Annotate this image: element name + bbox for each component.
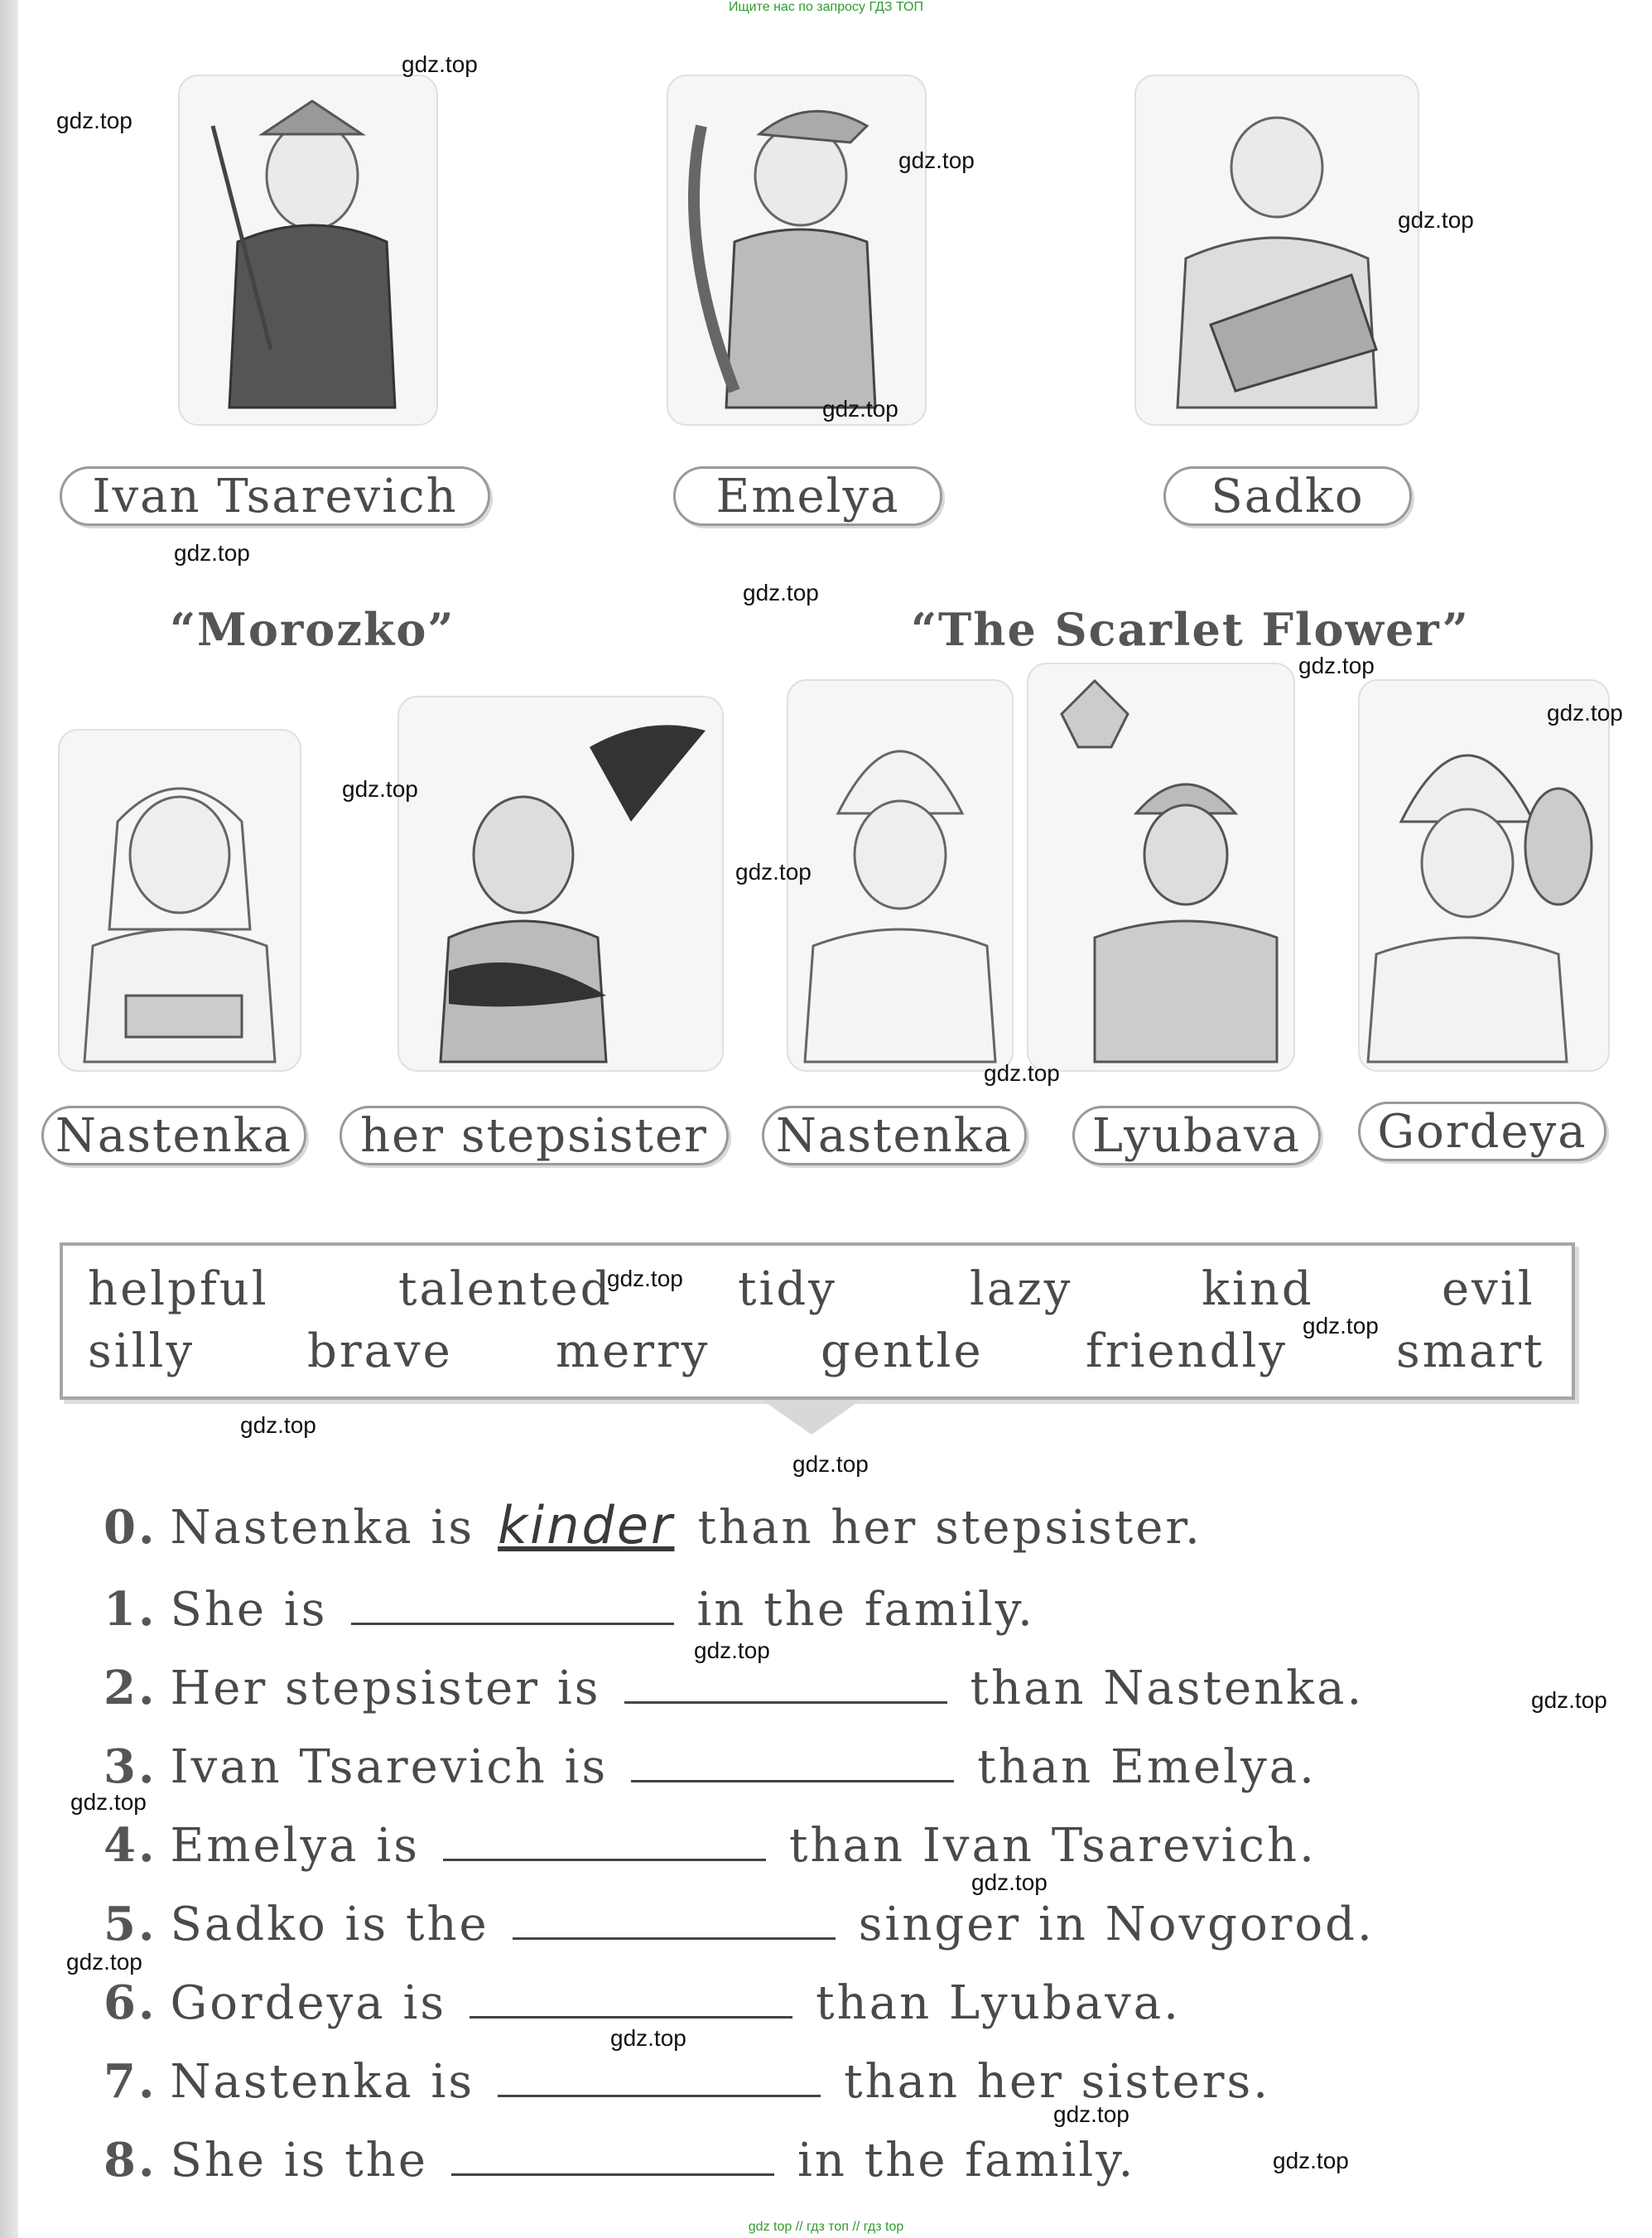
stepsister-figure <box>399 697 722 1070</box>
sentence-number: 3. <box>104 1739 157 1794</box>
sentence-after: singer in Novgorod. <box>858 1898 1375 1951</box>
label-nastenka-scarlet: Nastenka <box>762 1106 1027 1165</box>
watermark: gdz.top <box>694 1638 770 1663</box>
sentence-number: 4. <box>104 1818 157 1873</box>
sentence-1 <box>104 1582 1058 1637</box>
watermark: gdz.top <box>174 540 250 566</box>
answer-blank[interactable] <box>513 1904 836 1940</box>
heading-scarlet-flower: “The Scarlet Flower” <box>911 603 1470 656</box>
sentence-number: 5. <box>104 1897 157 1951</box>
sentence-6 <box>104 1975 1204 2030</box>
top-banner[interactable]: Ищите нас по запросу ГДЗ ТОП <box>729 0 923 14</box>
answer-blank[interactable] <box>470 1983 792 2019</box>
bottom-banner[interactable]: gdz top // гдз топ // гдз top <box>748 2220 904 2234</box>
answer-blank[interactable] <box>631 1747 954 1782</box>
sentence-after: than her sisters. <box>844 2055 1271 2109</box>
sentence-0 <box>104 1495 1226 1556</box>
sentence-8 <box>104 2133 1158 2187</box>
watermark: gdz.top <box>984 1060 1060 1086</box>
nastenka-morozko-illustration <box>58 729 301 1072</box>
sentence-number: 7. <box>104 2054 157 2109</box>
page-edge-strip <box>0 0 18 2238</box>
word-evil: evil <box>1442 1262 1535 1316</box>
word-lazy: lazy <box>970 1262 1073 1316</box>
word-brave: brave <box>307 1324 453 1378</box>
sentence-before: Gordeya is <box>170 1976 447 2030</box>
word-smart: smart <box>1396 1324 1545 1378</box>
sentence-2 <box>104 1661 1387 1715</box>
word-tidy: tidy <box>738 1262 837 1316</box>
sentence-4 <box>104 1818 1340 1873</box>
sentence-after: than Ivan Tsarevich. <box>788 1819 1317 1873</box>
lyubava-figure <box>1028 664 1293 1070</box>
word-talented: talented <box>398 1262 613 1316</box>
answer-blank[interactable] <box>498 2062 821 2097</box>
watermark: gdz.top <box>66 1949 142 1975</box>
word-friendly: friendly <box>1086 1324 1288 1378</box>
emelya-illustration <box>667 75 927 426</box>
heading-morozko: “Morozko” <box>170 603 455 656</box>
sentence-before: She is <box>170 1583 328 1637</box>
label-nastenka-morozko: Nastenka <box>41 1106 306 1165</box>
sentence-after: in the family. <box>797 2134 1136 2187</box>
watermark: gdz.top <box>342 776 418 802</box>
sentence-before: Nastenka is <box>170 2055 475 2109</box>
watermark: gdz.top <box>822 396 898 422</box>
label-sadko: Sadko <box>1163 466 1412 526</box>
watermark: gdz.top <box>743 580 819 605</box>
watermark: gdz.top <box>1298 653 1375 678</box>
lyubava-illustration <box>1027 663 1295 1072</box>
sentence-after: than Emelya. <box>977 1740 1317 1794</box>
answer-blank[interactable] <box>443 1826 766 1861</box>
watermark: gdz.top <box>1303 1313 1379 1338</box>
watermark: gdz.top <box>1053 2101 1129 2127</box>
sentence-after: than Nastenka. <box>970 1662 1365 1715</box>
label-gordeya: Gordeya <box>1358 1102 1606 1161</box>
watermark: gdz.top <box>240 1412 316 1438</box>
watermark: gdz.top <box>1273 2148 1349 2173</box>
answer-blank[interactable] <box>451 2140 774 2176</box>
nastenka-scarlet-illustration <box>787 679 1014 1072</box>
sentence-before: Nastenka is <box>170 1501 475 1555</box>
word-kind: kind <box>1202 1262 1314 1316</box>
watermark: gdz.top <box>607 1266 683 1291</box>
watermark: gdz.top <box>70 1789 147 1815</box>
answer-blank[interactable] <box>351 1589 674 1625</box>
sentence-answer: kinder <box>498 1495 675 1556</box>
watermark: gdz.top <box>1531 1687 1607 1713</box>
ivan-tsarevich-figure <box>180 76 436 424</box>
stepsister-illustration <box>397 696 724 1072</box>
sentence-5 <box>104 1897 1398 1951</box>
emelya-figure <box>668 76 925 424</box>
sentence-after: than Lyubava. <box>816 1976 1181 2030</box>
watermark: gdz.top <box>971 1869 1048 1895</box>
sentence-3 <box>104 1739 1340 1794</box>
sentence-before: Ivan Tsarevich is <box>170 1740 609 1794</box>
sentence-after: than her stepsister. <box>697 1501 1202 1555</box>
sentence-number: 1. <box>104 1582 157 1637</box>
word-helpful: helpful <box>88 1262 269 1316</box>
nastenka-morozko-figure <box>60 731 300 1070</box>
word-gentle: gentle <box>821 1324 984 1378</box>
sentence-number: 2. <box>104 1661 157 1715</box>
label-her-stepsister: her stepsister <box>340 1106 729 1165</box>
label-emelya: Emelya <box>673 466 942 526</box>
watermark: gdz.top <box>1398 207 1474 233</box>
word-silly: silly <box>88 1324 195 1378</box>
sentence-number: 8. <box>104 2133 157 2187</box>
sadko-illustration <box>1134 75 1419 426</box>
word-merry: merry <box>556 1324 710 1378</box>
sentence-before: She is the <box>170 2134 428 2187</box>
sentence-number: 6. <box>104 1975 157 2030</box>
ivan-tsarevich-illustration <box>178 75 438 426</box>
gordeya-illustration <box>1358 679 1610 1072</box>
word-bank-arrow <box>762 1400 861 1435</box>
sentence-before: Emelya is <box>170 1819 420 1873</box>
label-lyubava: Lyubava <box>1072 1106 1321 1165</box>
nastenka-scarlet-figure <box>788 681 1012 1070</box>
watermark: gdz.top <box>792 1451 869 1477</box>
sentence-before: Sadko is the <box>170 1898 489 1951</box>
sentence-after: in the family. <box>696 1583 1035 1637</box>
answer-blank[interactable] <box>624 1668 947 1704</box>
sentence-before: Her stepsister is <box>170 1662 601 1715</box>
watermark: gdz.top <box>610 2025 686 2051</box>
watermark: gdz.top <box>1547 700 1623 726</box>
label-ivan-tsarevich: Ivan Tsarevich <box>60 466 490 526</box>
gordeya-figure <box>1360 681 1608 1070</box>
sadko-figure <box>1136 76 1418 424</box>
sentence-number: 0. <box>104 1500 157 1555</box>
watermark: gdz.top <box>402 51 478 77</box>
watermark: gdz.top <box>898 147 975 173</box>
watermark: gdz.top <box>56 108 132 133</box>
watermark: gdz.top <box>735 859 812 885</box>
